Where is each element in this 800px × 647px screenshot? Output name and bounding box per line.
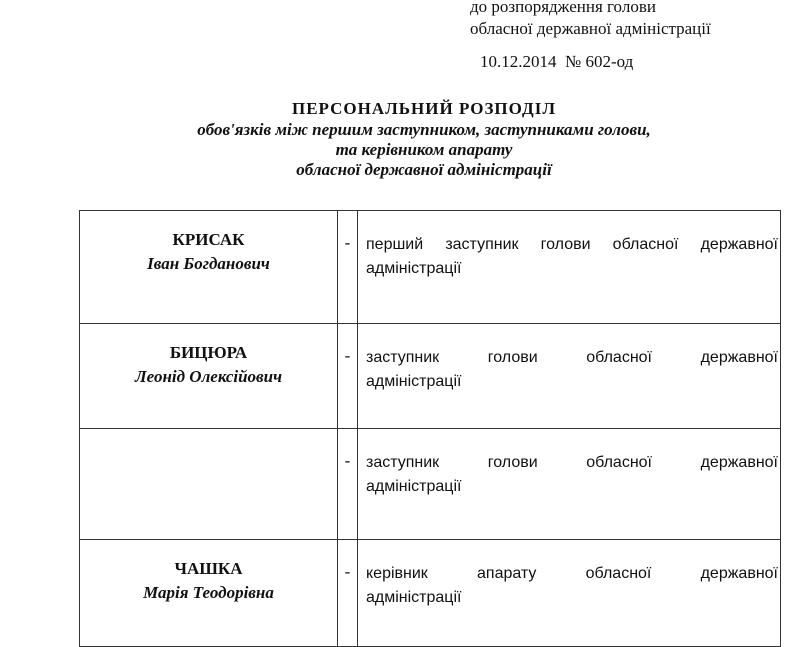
header-line-1: до розпорядження голови xyxy=(470,0,656,16)
assignment-table xyxy=(79,210,781,647)
person-name-cell xyxy=(80,211,338,324)
person-surname: БИЦЮРА xyxy=(169,343,248,362)
duty-cell xyxy=(358,324,781,429)
person-name-cell xyxy=(80,540,338,647)
duty-line-2: адміністрації xyxy=(366,260,462,277)
duty-cell xyxy=(358,211,781,324)
table-row xyxy=(80,540,781,647)
person-name-cell xyxy=(80,429,338,540)
duty-line-2: адміністрації xyxy=(366,373,462,390)
duty-line-1: керівник апарату обласної державної xyxy=(366,565,778,582)
title-main: ПЕРСОНАЛЬНИЙ РОЗПОДІЛ xyxy=(291,99,557,118)
person-name-cell xyxy=(80,324,338,429)
order-date: 10.12.2014 xyxy=(480,52,557,71)
header-line-2: обласної державної адміністрації xyxy=(470,19,711,38)
dash-cell: - xyxy=(338,540,358,647)
person-surname: ЧАШКА xyxy=(174,559,243,578)
order-number: № 602-од xyxy=(565,52,634,71)
person-first-name: Марія Теодорівна xyxy=(143,583,274,602)
document-header xyxy=(470,0,711,40)
duty-line-2: адміністрації xyxy=(366,478,462,495)
table-row xyxy=(80,324,781,429)
table-row xyxy=(80,211,781,324)
dash-cell: - xyxy=(338,429,358,540)
duty-cell xyxy=(358,429,781,540)
title-subtitle-1: обов'язків між першим заступником, заступниками голови, xyxy=(197,120,651,139)
person-surname: КРИСАК xyxy=(172,230,245,249)
duty-line-1: перший заступник голови обласної державної xyxy=(366,236,778,253)
dash-cell: - xyxy=(338,211,358,324)
title-subtitle-3: обласної державної адміністрації xyxy=(296,160,552,179)
person-first-name: Леонід Олексійович xyxy=(134,367,283,386)
duty-line-1: заступник голови обласної державної xyxy=(366,349,778,366)
person-first-name: Іван Богданович xyxy=(147,254,270,273)
duty-line-2: адміністрації xyxy=(366,589,462,606)
order-reference xyxy=(480,52,633,72)
table-row xyxy=(80,429,781,540)
title-subtitle-2: та керівником апарату xyxy=(335,140,513,159)
duty-cell xyxy=(358,540,781,647)
dash-cell: - xyxy=(338,324,358,429)
duty-line-1: заступник голови обласної державної xyxy=(366,454,778,471)
document-title xyxy=(0,98,800,180)
